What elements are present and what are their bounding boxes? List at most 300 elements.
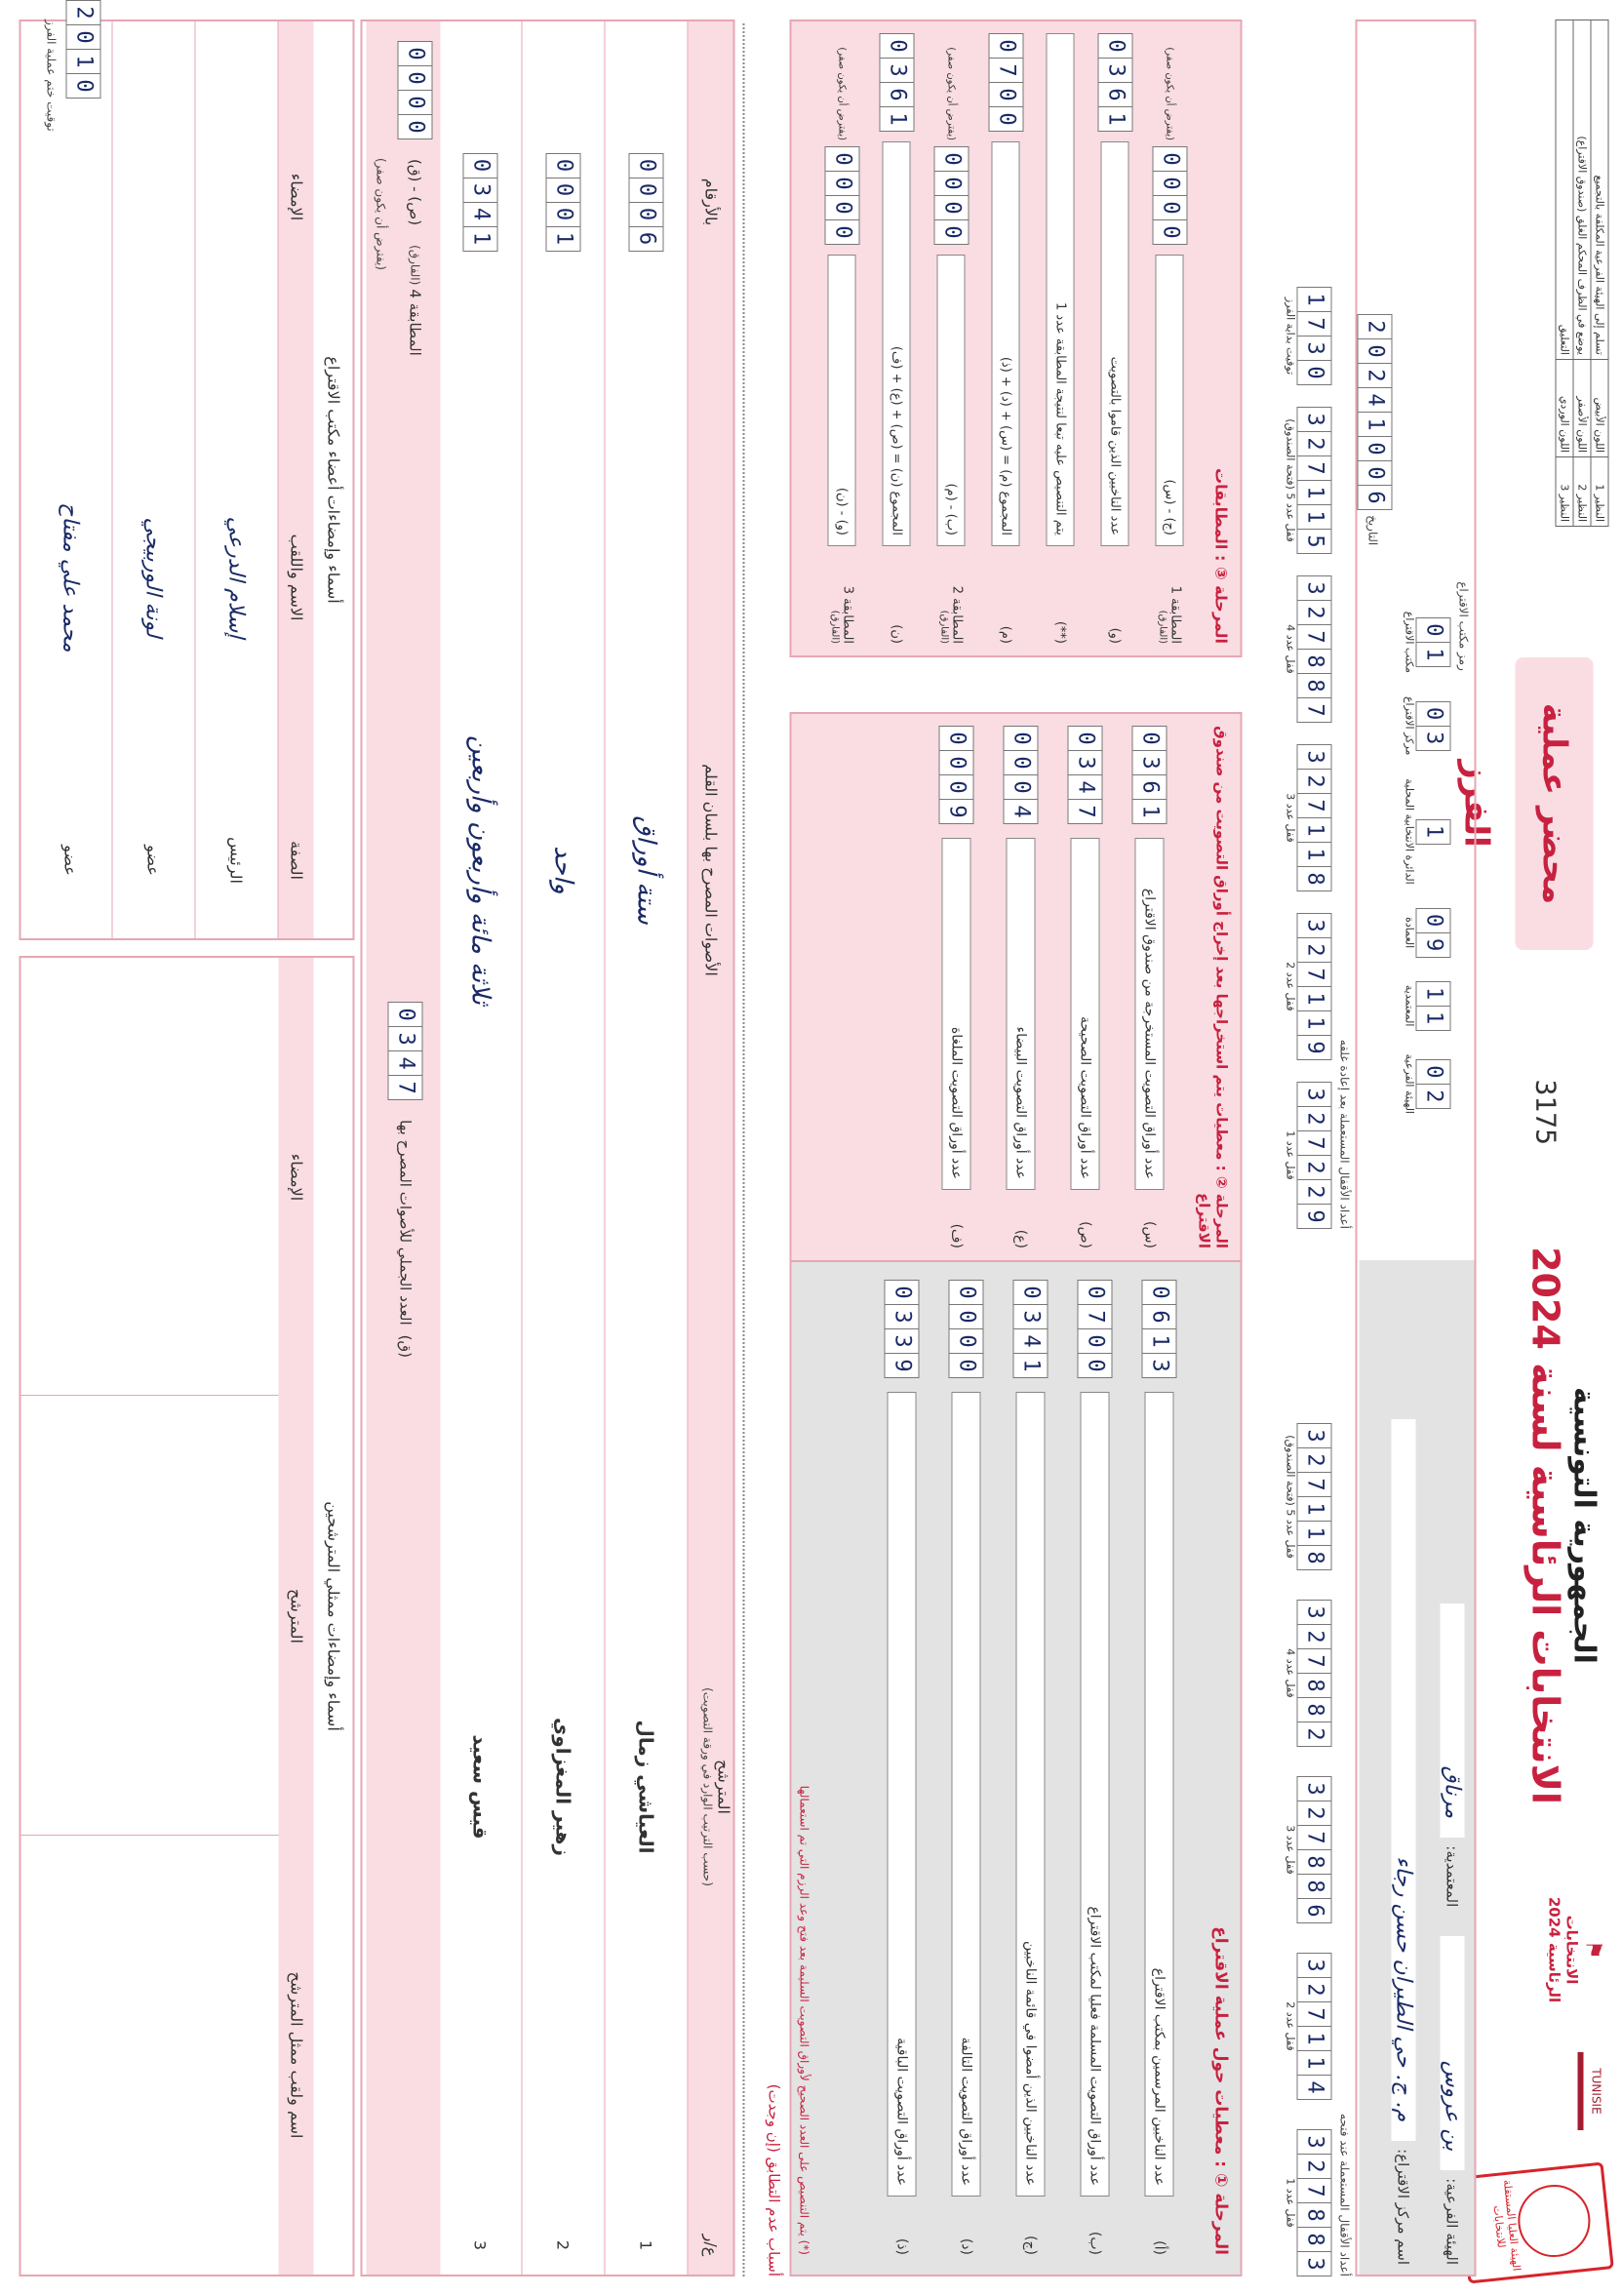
lock-label: قفل عدد 2 — [1284, 962, 1296, 1011]
digit-cell: 1 — [1415, 643, 1450, 667]
stage3-row — [869, 33, 924, 644]
members-block — [19, 20, 354, 940]
digit-cell: 0 — [824, 196, 859, 220]
stage3-key-sub: (الفارق) — [1157, 610, 1167, 644]
stage3-key — [1108, 546, 1123, 644]
digit-cell: 0 — [628, 178, 663, 203]
digit-cell: 6 — [1097, 83, 1132, 107]
digit-cell: 0 — [545, 153, 580, 178]
digit-cell: 1 — [1296, 843, 1331, 867]
id-block — [1355, 20, 1476, 2276]
digit-cell: 0 — [1077, 1354, 1112, 1378]
digit-cell: 0 — [879, 33, 914, 59]
form-number: 3175 — [1529, 1079, 1562, 1145]
stage3-key-sub: (الفارق) — [938, 610, 949, 644]
digit-cell: 3 — [1296, 1082, 1331, 1107]
digit-cell: 0 — [65, 74, 100, 99]
check4-sub: (الفارق) — [408, 245, 421, 286]
col-candidate-sub: (حسب الترتيب الوارد في ورقة التصويت) — [700, 1687, 714, 1886]
copies-row — [1591, 20, 1608, 527]
check4-hint: (يفترض أن يكون صفر) — [374, 158, 387, 270]
digit-cell: 1 — [1296, 287, 1331, 312]
digit-cell: 0 — [397, 115, 432, 139]
result-candidate: زهير المغزاوي — [551, 1717, 574, 1857]
agency-logo-text: TUNISIE — [1589, 2068, 1602, 2115]
lock-label: قفل عدد 3 — [1284, 793, 1296, 843]
stage3-row — [814, 33, 869, 644]
code-digits — [1415, 701, 1450, 751]
digit-cell: 1 — [545, 227, 580, 252]
digit-cell: 7 — [1296, 1649, 1331, 1674]
digit-cell: 8 — [1296, 867, 1331, 891]
digit-cell: 7 — [1296, 698, 1331, 723]
digit-cell: 0 — [1415, 617, 1450, 643]
stage3-digits — [1152, 146, 1187, 245]
digit-cell: 8 — [1296, 1546, 1331, 1570]
stage3-formula: (و) - (ن) — [828, 255, 856, 546]
digit-cell: 8 — [1296, 674, 1331, 698]
digit-cell: 6 — [1357, 486, 1392, 510]
digit-cell: 3 — [1141, 1354, 1176, 1378]
digit-cell: 0 — [988, 83, 1023, 107]
digit-cell: 0 — [397, 66, 432, 91]
digit-cell: 3 — [1097, 59, 1132, 83]
col-candidate-title: المترشح — [714, 1760, 732, 1814]
row-digits — [1003, 726, 1038, 824]
digit-cell: 0 — [933, 146, 969, 172]
digit-cell: 0 — [628, 203, 663, 227]
observer-rows — [20, 958, 278, 2275]
digit-cell: 2 — [1296, 1107, 1331, 1131]
digit-cell: 8 — [1296, 1850, 1331, 1875]
result-num: 2 — [553, 2239, 573, 2251]
locks-reseal — [1284, 20, 1351, 1229]
copy-label: النظير 2 — [1573, 457, 1591, 527]
digit-cell: 0 — [824, 172, 859, 196]
digit-cell: 0 — [948, 1329, 983, 1354]
date-label: التاريخ — [1365, 515, 1379, 546]
digit-cell: 0 — [1077, 1329, 1112, 1354]
row-text: عدد أوراق التصويت البيضاء — [1006, 838, 1035, 1190]
stage2-row — [1117, 726, 1181, 1248]
digit-cell: 7 — [1296, 1826, 1331, 1850]
member-row — [29, 21, 112, 938]
digit-cell: 0 — [933, 196, 969, 220]
stage3-digits — [933, 146, 969, 245]
result-digits-cell — [545, 21, 580, 382]
stage3-digits — [1097, 33, 1132, 132]
member-name: إسلام الدرعي — [223, 516, 249, 639]
check4-label: المطابقة 4 — [406, 289, 423, 356]
digit-cell: 0 — [948, 1280, 983, 1305]
digit-cell: 5 — [1296, 530, 1331, 554]
code-digits — [1415, 1059, 1450, 1109]
digit-cell: 3 — [462, 178, 497, 203]
stage3-hint: (يفترض أن يكون صفر) — [1164, 47, 1175, 140]
result-digits-cell — [462, 21, 497, 382]
result-digits — [628, 153, 663, 252]
digit-cell: 3 — [1296, 407, 1331, 432]
digit-cell: 0 — [1012, 1280, 1048, 1305]
row-digits — [884, 1280, 919, 1378]
result-digits — [545, 153, 580, 252]
results-row — [522, 21, 605, 2275]
digit-cell: 0 — [1415, 1059, 1450, 1085]
digit-cell: 7 — [387, 1076, 422, 1100]
election-logo-text: الانتخابات الرئاسية 2024 — [1545, 1896, 1580, 2003]
stage1-note: (*) يتم التنصيص على العدد الصحيح لأوراق التصويت السليمة بعد فتح وعد الرزم التي تم استعمالها — [797, 1785, 811, 2255]
sig-col-header: الاسم واللقب — [287, 534, 305, 621]
digit-cell: 0 — [1003, 751, 1038, 775]
digit-cell: 3 — [1415, 727, 1450, 751]
lock-digits — [1296, 1423, 1331, 1570]
result-words: ثلاثة مائة وأربعون وأربعين — [465, 734, 495, 1006]
digit-cell: 6 — [1141, 1305, 1176, 1329]
digit-cell: 0 — [545, 203, 580, 227]
code-field-label: مركز الاقتراع — [1403, 695, 1415, 756]
code-digits — [1415, 908, 1450, 958]
col-candidate-header — [688, 1358, 732, 2216]
lock-label: قفل عدد 4 — [1284, 1648, 1296, 1698]
lock-digits — [1296, 407, 1331, 554]
stage1-title: المرحلة ① : معطيات حول عملية الاقتراع — [1210, 1926, 1230, 2255]
row-text: عدد أوراق التصويت المستخرجة من صندوق الاقتراع — [1134, 838, 1164, 1190]
stage1-row — [1127, 1280, 1191, 2255]
digit-cell: 0 — [1296, 361, 1331, 385]
digit-cell: 4 — [1296, 2076, 1331, 2100]
digit-cell: 6 — [879, 83, 914, 107]
code-field-label: العمادة — [1403, 917, 1415, 949]
lock-digits — [1296, 1082, 1331, 1229]
row-key: (ج) — [1022, 2236, 1038, 2255]
member-row — [195, 21, 278, 938]
col-words-header: الأصوات المصرح بها بلسان القلم — [701, 764, 720, 976]
result-words: ستة أوراق — [631, 815, 660, 925]
row-text: عدد أوراق التصويت المسلمة فعليا لمكتب الاقتراع — [1080, 1392, 1109, 2197]
digit-cell: 7 — [1296, 1131, 1331, 1156]
election-title: الانتخابات الرئاسية لسنة 2024 — [1523, 1247, 1566, 1804]
stage3-row — [978, 33, 1033, 644]
stage3-digits — [879, 33, 914, 132]
start-time — [1284, 287, 1331, 385]
code-field — [1403, 696, 1450, 755]
mismatch-reasons — [742, 23, 783, 2276]
copy-dest: يوضع في الظرف المحكم الغلق (صندوق الاقتراع) — [1573, 20, 1591, 360]
lock-label: قفل عدد 1 — [1284, 1130, 1296, 1180]
sig-col-header: اسم ولقب ممثل المترشح — [287, 1971, 305, 2139]
digit-cell: 2 — [1357, 364, 1392, 388]
copy-color: اللون الوردي — [1556, 359, 1573, 456]
digit-cell: 0 — [948, 1305, 983, 1329]
lock-label: قفل عدد 5 (فتحة الصندوق) — [1284, 418, 1296, 542]
observers-title: أسماء وإمضاءات ممثلي المترشحين — [324, 1501, 342, 1731]
row-text: عدد أوراق التصويت الملغاة — [941, 838, 970, 1190]
copy-color: اللون الأبيض — [1591, 359, 1608, 456]
copies-row — [1573, 20, 1591, 527]
digit-cell: 2 — [1296, 2155, 1331, 2179]
digit-cell: 8 — [1296, 1875, 1331, 1899]
digit-cell: 2 — [1415, 1085, 1450, 1109]
stamp-text: الهيئة العليا المستقلة للانتخابات — [1489, 2179, 1523, 2272]
copy-color: اللون الأصفر — [1573, 359, 1591, 456]
start-time-label: توقيت بداية الفرز — [1284, 297, 1296, 376]
digit-cell: 4 — [1357, 388, 1392, 413]
stage3-digits — [824, 146, 859, 245]
lock-item — [1284, 1423, 1331, 1570]
center-value: م. ج. حي الطيران حسن رجاء — [1391, 1419, 1415, 2141]
digit-cell: 0 — [65, 25, 100, 50]
results-row — [439, 21, 522, 2275]
row-digits — [1131, 726, 1167, 824]
id-left-panel — [1359, 1260, 1474, 2275]
digit-cell: 0 — [545, 178, 580, 203]
digit-cell: 7 — [1296, 456, 1331, 481]
digit-cell: 7 — [1296, 963, 1331, 987]
digit-cell: 2 — [1296, 938, 1331, 963]
digit-cell: 1 — [1012, 1354, 1048, 1378]
digit-cell: 9 — [1296, 1205, 1331, 1229]
digit-cell: 6 — [1131, 775, 1167, 800]
digit-cell: 0 — [988, 107, 1023, 132]
col-digits-header: بالأرقام — [701, 178, 720, 226]
locks-open — [1284, 1252, 1351, 2276]
digit-cell: 0 — [1415, 701, 1450, 727]
digit-cell: 2 — [1296, 1625, 1331, 1649]
row-text: عدد الناخبين المرسمين بمكتب الاقتراع — [1144, 1392, 1173, 2197]
digit-cell: 9 — [884, 1354, 919, 1378]
digit-cell: 7 — [1296, 312, 1331, 336]
digit-cell: 0 — [1097, 33, 1132, 59]
digit-cell: 2 — [1296, 601, 1331, 625]
digit-cell: 0 — [1141, 1280, 1176, 1305]
official-stamp — [1457, 2161, 1614, 2283]
row-key: (ذ) — [893, 2237, 909, 2255]
logo-bar-icon — [1577, 2052, 1583, 2130]
stage2-title: المرحلة ② : معطيات يتم استخراجها بعد إخراج أوراق التصويت من صندوق الاقتراع — [1195, 726, 1230, 1248]
stage3-key — [1157, 546, 1182, 644]
digit-cell: 7 — [1067, 800, 1102, 824]
code-field-label: الدائرة الانتخابية المحلية — [1403, 778, 1415, 885]
code-field — [1403, 612, 1450, 673]
row-key: (ص) — [1077, 1221, 1092, 1248]
end-time-box — [65, 0, 100, 99]
stage3-title: المرحلة ③ : المطابقات — [1211, 467, 1230, 644]
digit-cell: 9 — [1296, 1036, 1331, 1060]
stage2-row — [924, 726, 988, 1248]
digit-cell: 2 — [1296, 1448, 1331, 1473]
copies-row — [1556, 20, 1573, 527]
digit-cell: 2 — [1296, 770, 1331, 794]
stage2-row — [988, 726, 1052, 1248]
stage1-row — [1062, 1280, 1127, 2255]
digit-cell: 3 — [1296, 1423, 1331, 1448]
digit-cell: 1 — [1296, 2051, 1331, 2076]
digit-cell: 0 — [948, 1354, 983, 1378]
digit-cell: 0 — [988, 33, 1023, 59]
digit-cell: 7 — [1296, 625, 1331, 650]
row-key: (ع) — [1012, 1229, 1028, 1248]
lock-digits — [1296, 913, 1331, 1060]
regional-value: بن عروس — [1440, 1936, 1464, 2170]
results-header — [688, 21, 732, 2275]
agency-logo — [1515, 2033, 1602, 2150]
stage3-key — [890, 546, 904, 644]
digit-cell: 0 — [938, 751, 973, 775]
digit-cell: 1 — [1296, 2027, 1331, 2051]
digit-cell: 3 — [1296, 1776, 1331, 1801]
digit-cell: 3 — [1296, 913, 1331, 938]
copy-dest: تسلم إلى الهيئة الفرعية المكلفة بالتجميع — [1591, 20, 1608, 360]
digit-cell: 2 — [1296, 1801, 1331, 1826]
stage3-key — [938, 546, 964, 644]
stage3-row — [1142, 33, 1197, 644]
election-logo — [1507, 1886, 1604, 2013]
stage3-key-sub: (الفارق) — [829, 610, 840, 644]
member-row — [112, 21, 195, 938]
row-text: عدد الناخبين الذين أمضوا في قائمة الناخبين — [1015, 1392, 1045, 2197]
digit-cell: 3 — [387, 1027, 422, 1051]
stage3-formula: المجموع (م) = (س) + (د) + (ذ) — [992, 141, 1020, 546]
stage3-key-label: (ن) — [889, 624, 904, 644]
center-label: اسم مركز الاقتراع: — [1394, 2149, 1412, 2265]
stage3-key-label: (م) — [998, 625, 1013, 644]
row-digits — [948, 1280, 983, 1378]
row-digits — [938, 726, 973, 824]
row-key: (س) — [1141, 1220, 1157, 1248]
end-time-label: توقيت ختم عملية الفرز — [44, 20, 58, 132]
digit-cell: 4 — [462, 203, 497, 227]
lock-label: قفل عدد 3 — [1284, 1825, 1296, 1875]
digit-cell: 0 — [397, 41, 432, 66]
stage3-key-label: (و) — [1107, 627, 1123, 644]
stage1-row — [933, 1280, 998, 2255]
digit-cell: 3 — [884, 1305, 919, 1329]
end-time — [43, 20, 61, 132]
lock-item — [1284, 1082, 1331, 1229]
digit-cell: 0 — [938, 775, 973, 800]
municipality-label: المعتمدية: — [1443, 1845, 1461, 1908]
stage3-formula: المجموع (ن) = (ص) + (ع) + (ف) — [883, 141, 911, 546]
copy-label: النظير 1 — [1591, 457, 1608, 527]
locks-block — [1244, 20, 1351, 2276]
lock-item — [1284, 1953, 1331, 2100]
digit-cell: 0 — [1003, 775, 1038, 800]
row-text: عدد أوراق التصويت التالفة — [951, 1392, 980, 2197]
results-table — [360, 20, 734, 2276]
digit-cell: 7 — [988, 59, 1023, 83]
stage3-key-label: (**) — [1052, 620, 1068, 644]
digit-cell: 1 — [1415, 1007, 1450, 1031]
sig-col-header: الإمضاء — [287, 173, 305, 221]
result-candidate: العياشي زمال — [634, 1720, 657, 1854]
end-time-digits — [65, 0, 100, 99]
code-field-label: الهيئة الفرعية — [1403, 1053, 1415, 1114]
lock-item — [1284, 1776, 1331, 1923]
sig-col-header: الصفة — [287, 841, 305, 880]
digit-cell: 3 — [884, 1329, 919, 1354]
member-role: عضو — [143, 845, 163, 876]
digit-cell: 1 — [462, 227, 497, 252]
digit-cell: 3 — [1296, 1600, 1331, 1625]
row-key: (د) — [958, 2237, 973, 2255]
digit-cell: 4 — [1067, 775, 1102, 800]
digit-cell: 0 — [397, 91, 432, 115]
code-digits — [1415, 819, 1450, 845]
digit-cell: 7 — [1296, 2002, 1331, 2027]
digit-cell: 1 — [65, 50, 100, 74]
stamp-seal-icon — [1514, 2181, 1593, 2260]
digit-cell: 0 — [628, 153, 663, 178]
digit-cell: 0 — [1357, 461, 1392, 486]
sig-col-header: الإمضاء — [287, 1153, 305, 1202]
stage3-digits — [988, 33, 1023, 132]
digit-cell: 3 — [879, 59, 914, 83]
lock-item — [1284, 1600, 1331, 1747]
member-name: لونة الوربيجي — [140, 517, 166, 638]
digit-cell: 7 — [1296, 794, 1331, 818]
result-candidate: قيس سعيد — [468, 1734, 492, 1840]
locks-reseal-caption: أعداد الأقفال المستعملة بعد إعادة غلقه — [1337, 1039, 1351, 1229]
digit-cell: 3 — [1067, 751, 1102, 775]
check4-digits — [397, 41, 432, 139]
lock-digits — [1296, 2129, 1331, 2276]
total-label: العدد الجملي للأصوات المصرح بها — [396, 1120, 414, 1326]
stage3-hint: (يفترض أن يكون صفر) — [836, 47, 848, 140]
result-digits — [462, 153, 497, 252]
col-num-header: ع/ر — [701, 2234, 720, 2257]
member-role: الرئيس — [226, 837, 246, 884]
digit-cell: 7 — [1296, 2179, 1331, 2203]
digit-cell: 3 — [1296, 2129, 1331, 2155]
observers-block — [19, 956, 354, 2276]
digit-cell: 0 — [824, 146, 859, 172]
digit-cell: 0 — [884, 1280, 919, 1305]
stage3-row — [924, 33, 978, 644]
digit-cell: 0 — [1357, 437, 1392, 461]
digit-cell: 0 — [933, 220, 969, 245]
flag-icon: ⚑ — [1580, 1940, 1604, 1960]
lock-label: قفل عدد 4 — [1284, 624, 1296, 674]
id-code-panel — [1359, 21, 1474, 1231]
stage3-formula: (ب) - (م) — [937, 255, 966, 546]
lock-label: قفل عدد 2 — [1284, 2001, 1296, 2051]
digit-cell: 1 — [1131, 800, 1167, 824]
digit-cell: 0 — [1077, 1280, 1112, 1305]
header-titles — [1523, 1184, 1601, 1867]
total-digits — [387, 1002, 422, 1100]
digit-cell: 0 — [824, 220, 859, 245]
member-role: عضو — [60, 845, 80, 876]
stage2-row — [1052, 726, 1117, 1248]
digit-cell: 8 — [1296, 2228, 1331, 2252]
digit-cell: 0 — [938, 726, 973, 751]
digit-cell: 0 — [1415, 908, 1450, 933]
lock-label: قفل عدد 1 — [1284, 2178, 1296, 2228]
digit-cell: 2 — [1296, 432, 1331, 456]
lock-digits — [1296, 1600, 1331, 1747]
digit-cell: 3 — [1296, 575, 1331, 601]
digit-cell: 4 — [1003, 800, 1038, 824]
digit-cell: 2 — [1296, 1978, 1331, 2002]
row-digits — [1012, 1280, 1048, 1378]
lock-digits — [1296, 744, 1331, 891]
date-digits — [1357, 314, 1392, 510]
result-num: 3 — [470, 2239, 490, 2251]
row-key: (ف) — [948, 1223, 964, 1248]
digit-cell: 0 — [933, 172, 969, 196]
digit-cell: 0 — [462, 153, 497, 178]
digit-cell: 2 — [65, 0, 100, 25]
